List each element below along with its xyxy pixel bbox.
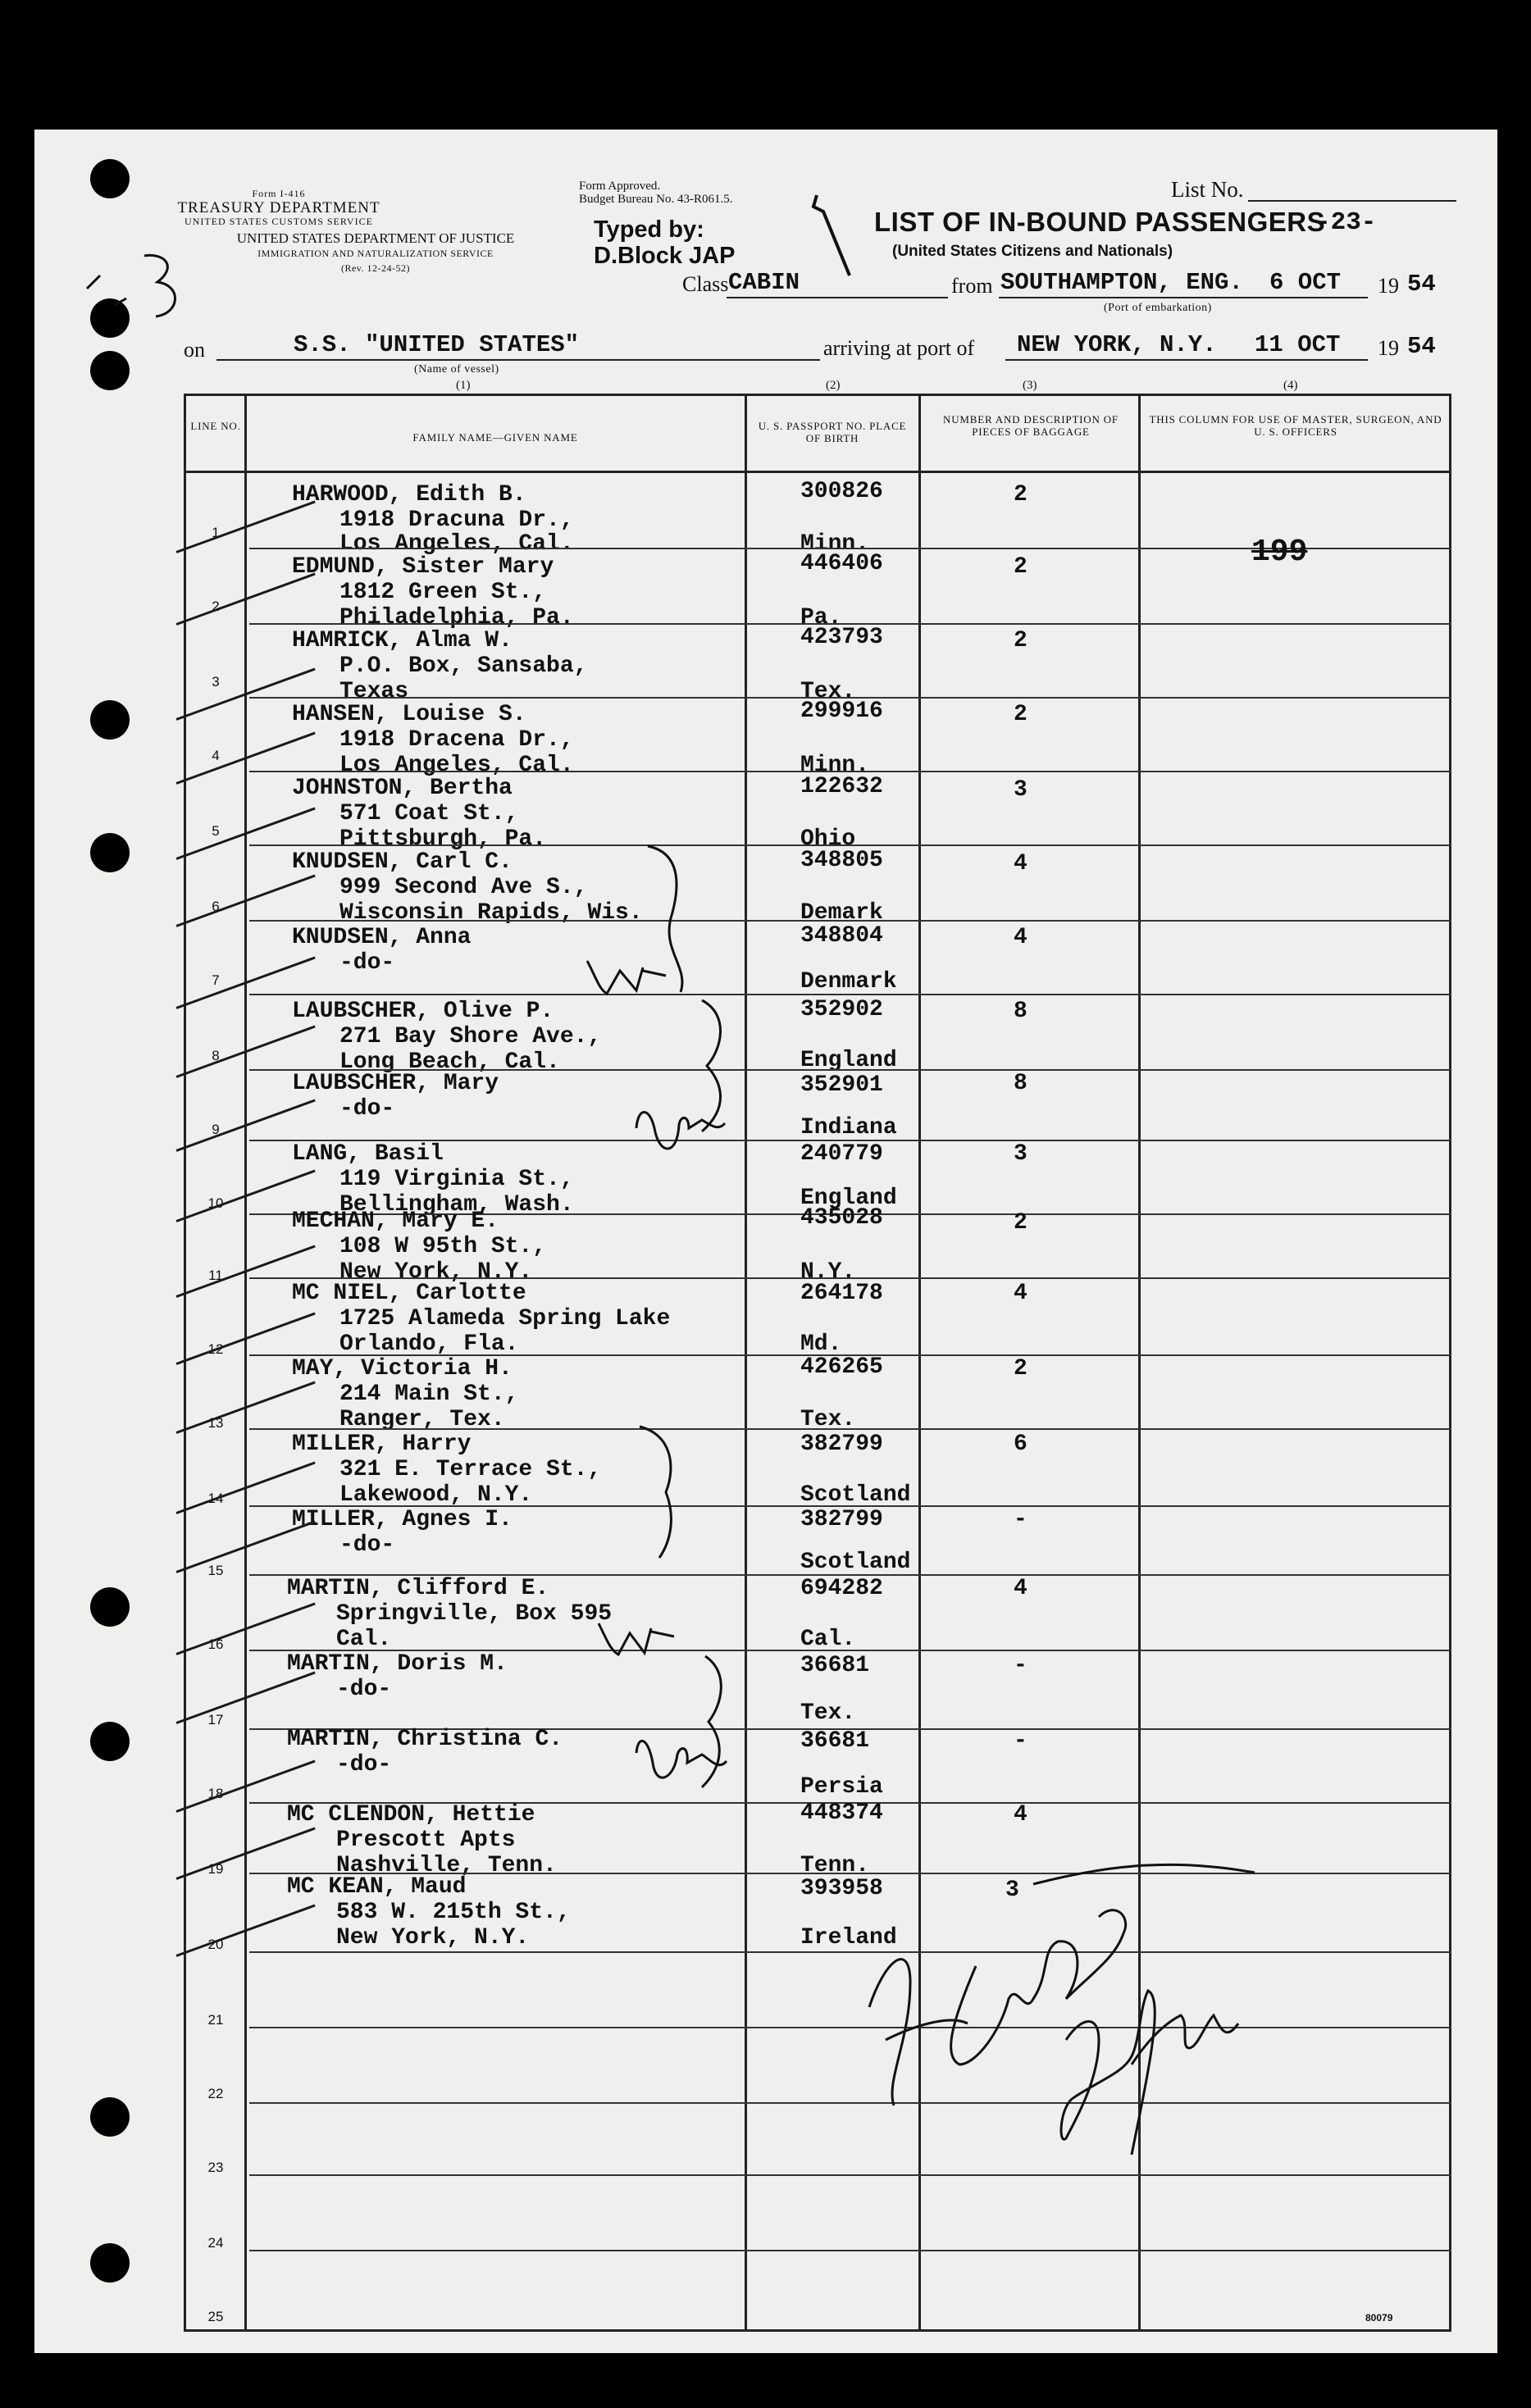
- col-header-name: FAMILY NAME—GIVEN NAME: [412, 431, 578, 444]
- passenger-name: MC KEAN, Maud: [287, 1874, 467, 1900]
- passenger-address: Lakewood, N.Y.: [339, 1482, 533, 1508]
- place-of-birth: England: [800, 1186, 897, 1211]
- officer-stamp-number: 199: [1251, 535, 1308, 570]
- col-number-4: (4): [1283, 379, 1298, 392]
- passenger-address: 108 W 95th St.,: [339, 1234, 547, 1259]
- place-of-birth: Indiana: [800, 1115, 897, 1140]
- passport-number: 240779: [800, 1141, 883, 1167]
- customs-service: UNITED STATES CUSTOMS SERVICE: [185, 216, 373, 227]
- punch-hole-icon: [90, 2243, 130, 2283]
- arriving-label: arriving at port of: [823, 336, 975, 360]
- passenger-name: LANG, Basil: [292, 1141, 444, 1167]
- form-code: 80079: [1365, 2312, 1393, 2324]
- form-number: Form I-416: [252, 188, 306, 199]
- passenger-name: HAMRICK, Alma W.: [292, 628, 513, 653]
- line-number: 23: [207, 2160, 224, 2175]
- officer-signature-icon: [853, 1859, 1279, 2187]
- col-header-passport: U. S. PASSPORT NO. PLACE OF BIRTH: [758, 420, 907, 444]
- line-number: 11: [208, 1268, 223, 1283]
- baggage-count: 2: [1014, 628, 1028, 653]
- passenger-name: MAY, Victoria H.: [292, 1356, 513, 1382]
- passport-number: 382799: [800, 1507, 883, 1532]
- line-number: 8: [212, 1048, 220, 1063]
- passenger-name: MC NIEL, Carlotte: [292, 1281, 526, 1306]
- line-number: 20: [207, 1937, 224, 1952]
- passenger-address: -do-: [339, 950, 395, 976]
- baggage-count: 4: [1014, 925, 1028, 950]
- col-header-officers: THIS COLUMN FOR USE OF MASTER, SURGEON, AND U. S. OFFICERS: [1149, 413, 1442, 438]
- passport-number: 694282: [800, 1576, 883, 1601]
- typed-by-label: Typed by:: [594, 216, 704, 243]
- year-suffix: 54: [1407, 271, 1436, 298]
- passport-number: 423793: [800, 625, 883, 650]
- passenger-address: Los Angeles, Cal.: [339, 753, 574, 778]
- baggage-count: 8: [1014, 1071, 1028, 1096]
- vessel-name: S.S. "UNITED STATES": [294, 331, 580, 358]
- line-number: 18: [207, 1786, 224, 1801]
- col-header-line: LINE NO.: [190, 420, 241, 432]
- line-number: 5: [212, 823, 220, 839]
- punch-hole-icon: [90, 1722, 130, 1761]
- line-number: 10: [207, 1195, 224, 1211]
- passenger-name: MILLER, Agnes I.: [292, 1507, 513, 1532]
- baggage-count: 3: [1014, 777, 1028, 803]
- class-value: CABIN: [728, 269, 800, 296]
- passenger-name: LAUBSCHER, Olive P.: [292, 999, 554, 1024]
- form-block: [156, 187, 402, 229]
- line-number: 12: [207, 1341, 224, 1357]
- passenger-address: Los Angeles, Cal.: [339, 531, 574, 557]
- line-number: 22: [207, 2086, 224, 2101]
- passport-number: 36681: [800, 1728, 870, 1754]
- punch-hole-icon: [90, 351, 130, 390]
- passenger-address: 119 Virginia St.,: [339, 1167, 574, 1192]
- passenger-address: 583 W. 215th St.,: [336, 1900, 571, 1925]
- passenger-address: -do-: [336, 1752, 392, 1778]
- line-number: 6: [212, 899, 220, 914]
- passport-number: 300826: [800, 479, 883, 504]
- place-of-birth: England: [800, 1048, 897, 1073]
- baggage-count: 2: [1014, 1210, 1028, 1236]
- line-number: 7: [212, 972, 220, 988]
- page-subtitle: (United States Citizens and Nationals): [892, 243, 1173, 260]
- row-divider: [249, 994, 1451, 995]
- approval-line: Form Approved.: [579, 180, 661, 193]
- passenger-name: HARWOOD, Edith B.: [292, 482, 526, 508]
- arrival-date: 11 OCT: [1255, 331, 1341, 358]
- line-number: 21: [207, 2012, 224, 2028]
- passport-number: 299916: [800, 699, 883, 724]
- place-of-birth: Demark: [800, 900, 883, 926]
- passport-number: 393958: [800, 1876, 883, 1901]
- line-number: 16: [207, 1636, 224, 1652]
- baggage-count: -: [1014, 1507, 1028, 1532]
- departure-date: 6 OCT: [1269, 269, 1342, 296]
- passenger-address: Prescott Apts: [336, 1828, 516, 1853]
- passenger-address: 999 Second Ave S.,: [339, 875, 588, 900]
- passenger-address: 271 Bay Shore Ave.,: [339, 1024, 602, 1049]
- from-underline: [999, 297, 1368, 298]
- header-divider: [184, 471, 1451, 473]
- row-divider: [249, 2250, 1451, 2251]
- arrival-year-prefix: 19: [1378, 336, 1399, 360]
- vessel-underline: [216, 359, 820, 361]
- baggage-count: 3: [1005, 1878, 1019, 1903]
- passport-number: 382799: [800, 1432, 883, 1457]
- place-of-birth: Tex.: [800, 679, 856, 704]
- treasury-dept: TREASURY DEPARTMENT: [177, 199, 380, 216]
- passport-number: 122632: [800, 774, 883, 799]
- embark-port: SOUTHAMPTON, ENG.: [1000, 269, 1243, 296]
- place-of-birth: Ireland: [800, 1925, 897, 1951]
- from-label: from: [951, 274, 993, 298]
- baggage-count: -: [1014, 1728, 1028, 1754]
- baggage-count: 4: [1014, 1281, 1028, 1306]
- passenger-address: Orlando, Fla.: [339, 1331, 519, 1357]
- passenger-address: Bellingham, Wash.: [339, 1192, 574, 1218]
- list-no-line: [1248, 200, 1456, 202]
- typed-by: [594, 216, 735, 269]
- line-number: 25: [207, 2309, 224, 2324]
- passenger-address: 1812 Green St.,: [339, 580, 547, 605]
- budget-line: Budget Bureau No. 43-R061.5.: [579, 193, 733, 206]
- place-of-birth: Persia: [800, 1774, 883, 1800]
- passenger-address: 1725 Alameda Spring Lake: [339, 1306, 671, 1331]
- baggage-count: 4: [1014, 1802, 1028, 1828]
- line-number: 4: [212, 748, 220, 763]
- passenger-address: Wisconsin Rapids, Wis.: [339, 900, 643, 926]
- vessel-caption: (Name of vessel): [414, 363, 499, 376]
- passport-number: 352901: [800, 1072, 883, 1098]
- line-number: 9: [212, 1122, 220, 1137]
- arrival-port: NEW YORK, N.Y.: [1017, 331, 1217, 358]
- place-of-birth: Scotland: [800, 1550, 911, 1575]
- handwritten-mark-icon: [809, 190, 858, 280]
- passenger-name: LAUBSCHER, Mary: [292, 1071, 499, 1096]
- port-embark-caption: (Port of embarkation): [1104, 302, 1212, 314]
- row-divider: [249, 1428, 1451, 1430]
- passenger-address: 1918 Dracena Dr.,: [339, 727, 574, 753]
- passenger-name: MARTIN, Clifford E.: [287, 1576, 549, 1601]
- list-no-label: List No.: [1171, 177, 1244, 202]
- passport-number: 264178: [800, 1281, 883, 1306]
- justice-dept: UNITED STATES DEPARTMENT OF JUSTICE: [236, 230, 515, 246]
- passenger-name: MC CLENDON, Hettie: [287, 1802, 535, 1828]
- passenger-address: Cal.: [336, 1627, 392, 1652]
- passenger-address: Long Beach, Cal.: [339, 1049, 560, 1075]
- baggage-count: -: [1014, 1653, 1028, 1678]
- place-of-birth: Ohio: [800, 826, 856, 852]
- passport-number: 426265: [800, 1354, 883, 1380]
- passenger-address: 214 Main St.,: [339, 1382, 519, 1407]
- place-of-birth: Pa.: [800, 605, 842, 630]
- typist-name: D.Block JAP: [594, 243, 736, 269]
- passenger-name: JOHNSTON, Bertha: [292, 776, 513, 801]
- passenger-name: KNUDSEN, Anna: [292, 925, 472, 950]
- passenger-name: HANSEN, Louise S.: [292, 702, 526, 727]
- place-of-birth: Tex.: [800, 1700, 856, 1726]
- page-number: -23-: [1315, 208, 1377, 237]
- passenger-address: 1918 Dracuna Dr.,: [339, 508, 574, 533]
- baggage-count: 4: [1014, 1576, 1028, 1601]
- passport-number: 446406: [800, 551, 883, 576]
- passenger-address: Philadelphia, Pa.: [339, 605, 574, 630]
- class-underline: [727, 297, 948, 298]
- baggage-count: 2: [1014, 482, 1028, 508]
- line-number: 17: [207, 1712, 224, 1727]
- passenger-address: -do-: [339, 1532, 395, 1558]
- passenger-address: -do-: [336, 1677, 392, 1702]
- row-divider: [249, 1277, 1451, 1279]
- line-number: 24: [207, 2235, 224, 2251]
- place-of-birth: Cal.: [800, 1627, 856, 1652]
- passenger-address: Springville, Box 595: [336, 1601, 613, 1627]
- form-approval: [579, 180, 732, 206]
- line-number: 3: [212, 674, 220, 690]
- col-number-2: (2): [826, 379, 841, 392]
- dept-block: [187, 231, 564, 275]
- passport-number: 348804: [800, 923, 883, 949]
- row-divider: [249, 920, 1451, 922]
- baggage-count: 3: [1014, 1141, 1028, 1167]
- place-of-birth: Md.: [800, 1331, 842, 1357]
- passenger-address: 571 Coat St.,: [339, 801, 519, 826]
- on-label: on: [184, 338, 205, 362]
- col-divider: [244, 394, 247, 2332]
- year-prefix: 19: [1378, 274, 1399, 298]
- place-of-birth: Minn.: [800, 753, 870, 778]
- place-of-birth: Denmark: [800, 969, 897, 995]
- passport-number: 435028: [800, 1205, 883, 1231]
- class-label: Class: [682, 272, 729, 296]
- arrival-underline: [1005, 359, 1368, 361]
- baggage-count: 6: [1014, 1432, 1028, 1457]
- place-of-birth: Tex.: [800, 1407, 856, 1432]
- row-divider: [249, 771, 1451, 772]
- passenger-name: MECHAN, Mary E.: [292, 1209, 499, 1234]
- handwritten-annotations-icon: [558, 836, 746, 1804]
- line-number: 2: [212, 599, 220, 614]
- baggage-count: 8: [1014, 999, 1028, 1024]
- passport-number: 448374: [800, 1800, 883, 1826]
- line-number: 14: [207, 1491, 224, 1506]
- passport-number: 352902: [800, 997, 883, 1022]
- handwritten-number-icon: [75, 251, 215, 349]
- punch-hole-icon: [90, 159, 130, 198]
- line-number: 19: [207, 1861, 224, 1877]
- passenger-name: EDMUND, Sister Mary: [292, 554, 554, 580]
- punch-hole-icon: [90, 700, 130, 740]
- punch-hole-icon: [90, 833, 130, 872]
- col-number-3: (3): [1023, 379, 1037, 392]
- passenger-address: New York, N.Y.: [336, 1925, 530, 1951]
- passenger-name: KNUDSEN, Carl C.: [292, 849, 513, 875]
- baggage-count: 2: [1014, 1356, 1028, 1382]
- baggage-count: 2: [1014, 702, 1028, 727]
- passenger-name: MILLER, Harry: [292, 1432, 472, 1457]
- arrival-year-suffix: 54: [1407, 333, 1436, 360]
- place-of-birth: N.Y.: [800, 1259, 856, 1285]
- place-of-birth: Tenn.: [800, 1853, 870, 1878]
- punch-hole-icon: [90, 2097, 130, 2137]
- col-number-1: (1): [456, 379, 471, 392]
- passenger-address: Nashville, Tenn.: [336, 1853, 557, 1878]
- line-number: 13: [207, 1415, 224, 1431]
- line-number: 15: [207, 1563, 224, 1578]
- passenger-address: New York, N.Y.: [339, 1259, 533, 1285]
- page-title: LIST OF IN-BOUND PASSENGERS: [874, 207, 1326, 237]
- rev-date: (Rev. 12-24-52): [340, 262, 411, 274]
- baggage-count: 2: [1014, 554, 1028, 580]
- passenger-address: Texas: [339, 679, 409, 704]
- line-number: 1: [212, 525, 220, 540]
- ins-service: IMMIGRATION AND NATURALIZATION SERVICE: [257, 248, 494, 259]
- passenger-name: MARTIN, Doris M.: [287, 1651, 508, 1677]
- place-of-birth: Scotland: [800, 1482, 911, 1508]
- passenger-name: MARTIN, Christina C.: [287, 1727, 563, 1752]
- baggage-count: 4: [1014, 851, 1028, 876]
- passport-number: 348805: [800, 848, 883, 873]
- passenger-address: Pittsburgh, Pa.: [339, 826, 547, 852]
- row-divider: [249, 844, 1451, 846]
- passenger-address: P.O. Box, Sansaba,: [339, 653, 588, 679]
- col-header-baggage: NUMBER AND DESCRIPTION OF PIECES OF BAGGAGE: [943, 413, 1119, 438]
- passenger-address: 321 E. Terrace St.,: [339, 1457, 602, 1482]
- passenger-address: Ranger, Tex.: [339, 1407, 505, 1432]
- punch-hole-icon: [90, 1587, 130, 1627]
- passport-number: 36681: [800, 1653, 870, 1678]
- place-of-birth: Minn.: [800, 531, 870, 557]
- passenger-address: -do-: [339, 1096, 395, 1122]
